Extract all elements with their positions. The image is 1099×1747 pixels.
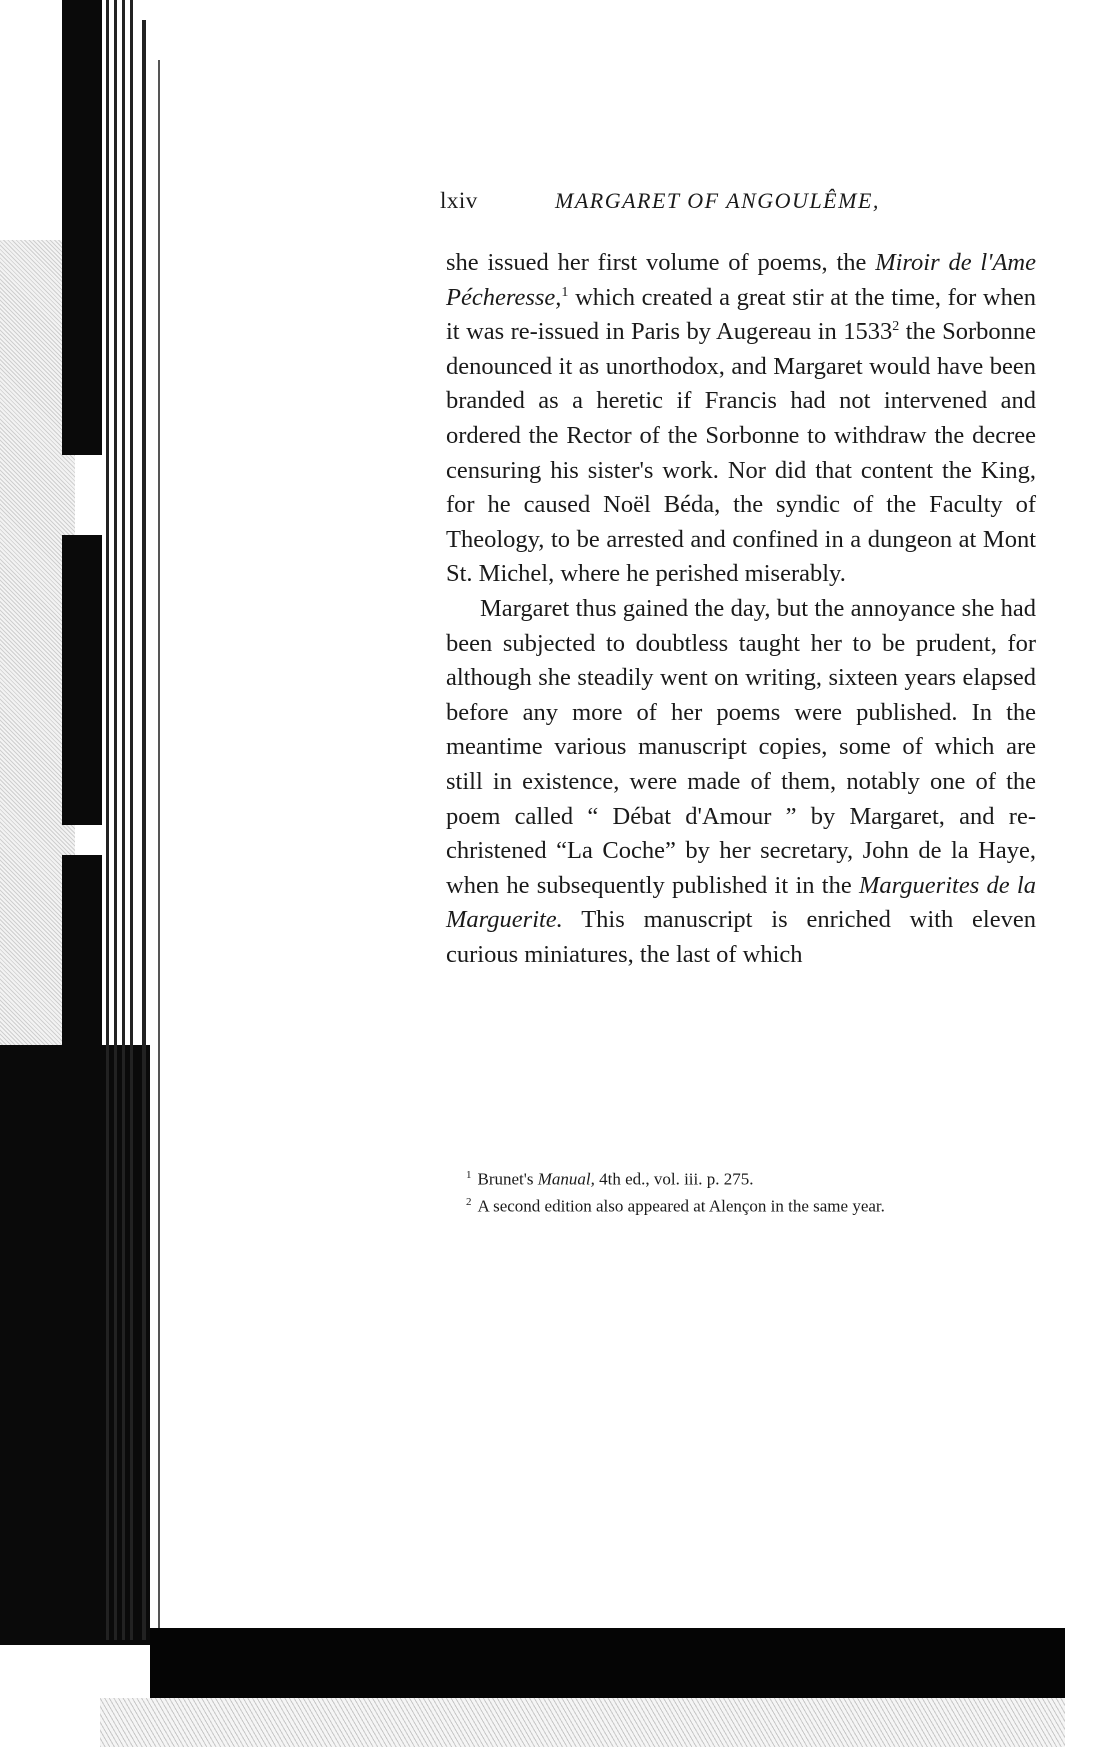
page-edge-line — [114, 0, 117, 1640]
footnote — [466, 1164, 1046, 1191]
body-text — [446, 246, 1036, 972]
work-title: Manual, — [537, 1169, 595, 1189]
paragraph — [446, 246, 1036, 592]
footnote — [466, 1191, 1046, 1218]
binding-dark-band — [0, 1045, 150, 1645]
page-edge-line — [122, 0, 125, 1640]
page-edge-line — [130, 0, 133, 1640]
page-edge-line — [106, 0, 109, 1640]
paragraph — [446, 592, 1036, 973]
running-title: MARGARET OF ANGOULÊME, — [555, 188, 880, 213]
page-number: lxiv — [440, 188, 478, 213]
footnote-number: 2 — [466, 1195, 472, 1208]
footnote-ref: 1 — [561, 284, 569, 300]
bottom-scan-grain — [100, 1698, 1065, 1747]
text-run: Margaret thus gained the day, but the annoyance she had been subjected to doubtless taught her to be prudent, for although she steadily went on writing, sixteen years elapsed before any more of her poems were published. In the meantime various manuscript copies, some of which are still in existence, were made of them, notably one of the poem called “ Débat d'Amour ” by Margaret, and re-christened “La Coche” by her secretary, John de la Haye, when he subsequently published it in the — [446, 594, 1036, 899]
binding-dark-band — [62, 0, 102, 455]
footnote-number: 1 — [466, 1169, 472, 1181]
text-run: 4th ed., vol. iii. p. 275. — [594, 1169, 754, 1189]
binding-dark-band — [62, 855, 102, 1045]
footnotes — [466, 1164, 1046, 1217]
text-run: the Sorbonne denounced it as unorthodox, and Margaret would have been branded as a heretic if Francis had not intervened and ordered the Rector of the Sorbonne to withdraw the decree censuring his sister's work. Nor did that content the King, for he caused Noël Béda, the syndic of the Faculty of Theology, to be arrested and confined in a dungeon at Mont St. Michel, where he perished miserably. — [446, 318, 1036, 588]
book-binding-edge — [0, 0, 165, 1747]
page-edge-line — [158, 60, 160, 1640]
bottom-scan-edge — [150, 1628, 1065, 1698]
work-title: Marguerites de la Marguerite. — [446, 871, 1036, 934]
text-run: she issued her first volume of poems, the — [446, 249, 876, 276]
page-edge-line — [142, 20, 146, 1640]
footnote-ref: 2 — [892, 319, 900, 335]
text-run: Brunet's — [477, 1169, 538, 1189]
work-title: Miroir de l'Ame Pécheresse, — [446, 249, 1036, 311]
running-head — [440, 188, 1040, 222]
text-run: This manuscript is enriched with eleven curious miniatures, the last of which — [446, 906, 1036, 968]
binding-dark-band — [62, 535, 102, 825]
text-run: A second edition also appeared at Alençon in the same year. — [477, 1196, 885, 1216]
text-run: which created a great stir at the time, for when it was re-issued in Paris by Augereau in 1533 — [446, 283, 1036, 346]
